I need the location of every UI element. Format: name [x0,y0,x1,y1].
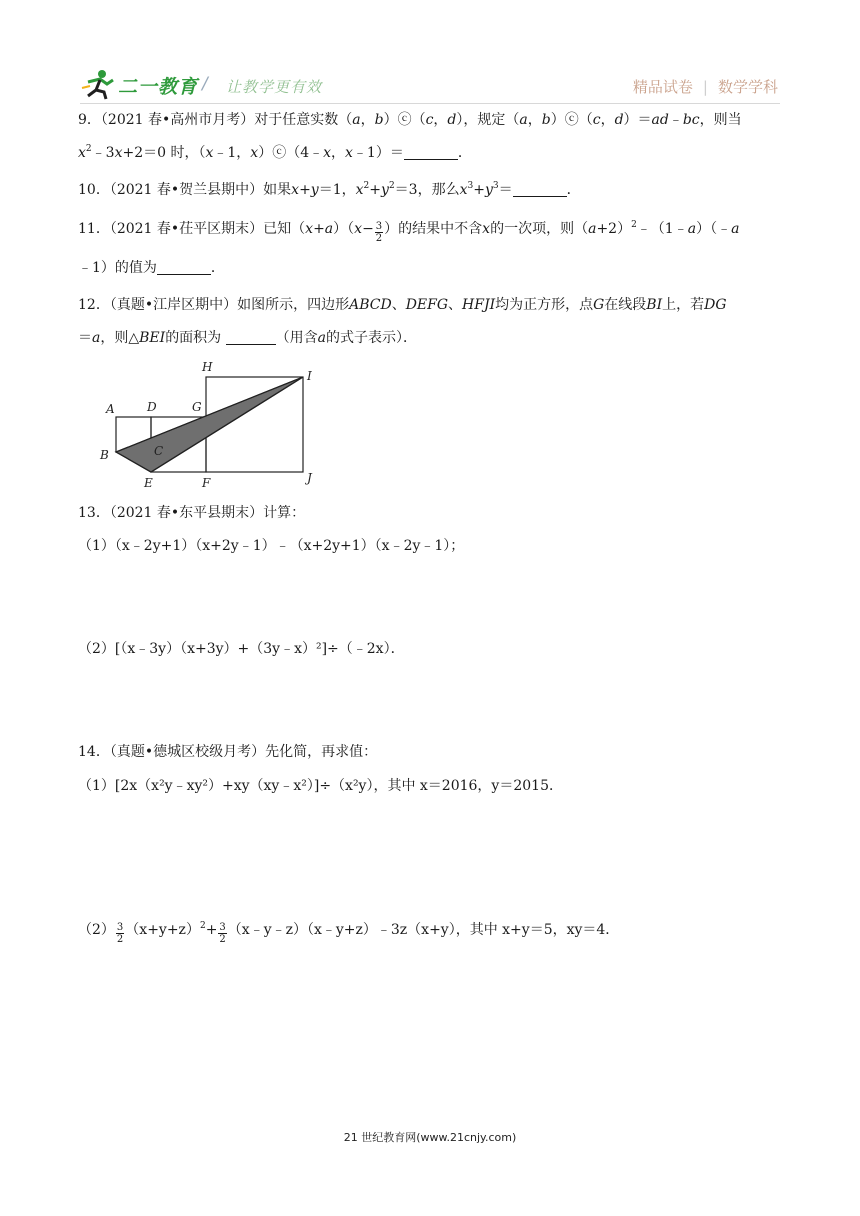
q14-part2: （2） $\frac{3}{2}$ $(x+y+z)^2+$ $\frac{3}{2}$ （x﹣y﹣z）（x﹣y+z）﹣3z（x+y），其中 x+y＝5，xy＝4． [78,921,620,945]
header-tags: 精品试卷 | 数学学科 [632,78,778,96]
fraction: $\frac{3}{2}$ [219,922,226,945]
running-man-icon [80,68,118,100]
q10-line: 10．（2021 春•贺兰县期中）如果x+y＝1，$x^2+y^2=3$，那么$x^3+y^3=$ ． [78,181,581,198]
q14-part1: （1）[2x（x²y﹣xy²）+xy（xy﹣x²）]÷（x²y），其中 x＝2016，y＝2015． [78,778,563,794]
label-b: B [100,448,109,462]
label-e: E [144,476,153,490]
brand-slogan: 让教学更有效 [226,78,323,96]
header-divider [80,103,780,104]
answer-blank[interactable] [513,182,567,197]
label-f: F [202,476,211,490]
q13-part2: （2）[（x﹣3y）（x+3y）+（3y﹣x）²]÷（﹣2x）． [78,641,405,657]
answer-blank[interactable] [226,330,276,345]
brand-divider: / [202,74,208,94]
answer-blank[interactable] [157,260,211,275]
fraction: $\frac{3}{2}$ [375,221,383,244]
label-c: C [154,444,164,458]
geometry-figure [96,355,336,495]
label-a: A [106,402,115,416]
q12-line1: 12．（真题•江岸区期中）如图所示，四边形ABCD、DEFG、HFJI均为正方形，点G在线段BI上，若DG [78,297,727,313]
triangle-bei [116,377,303,472]
fraction: $\frac{3}{2}$ [116,922,124,945]
answer-blank[interactable] [404,145,458,160]
tag-premium: 精品试卷 [632,78,693,96]
tag-subject: 数学学科 [717,78,778,96]
brand-logo [80,68,330,104]
q9-line1: 9．（2021 春•高州市月考）对于任意实数（a，b）ⓒ（c，d），规定（a，b）ⓒ（c，d）＝ad﹣bc，则当 [78,112,742,128]
q14-title: 14．（真题•德城区校级月考）先化简，再求值： [78,744,378,760]
label-g: G [192,400,202,414]
q13-part1: （1）（x﹣2y+1）（x+2y﹣1）﹣（x+2y+1）（x﹣2y﹣1）； [78,538,465,554]
page-footer: 21 世纪教育网(www.21cnjy.com) [343,1131,517,1144]
q11-line2: ﹣1）的值为 ． [78,260,225,276]
q9-line2: $x^2﹣3x+2=0$ 时，（x﹣1，x）ⓒ（4﹣x，x﹣1）＝ ． [78,144,472,161]
label-d: D [147,400,157,414]
label-h: H [202,360,213,374]
label-i: I [307,369,312,383]
q11-line1: 11．（2021 春•茌平区期末）已知（x+a）（x− $\frac{3}{2}$ ）的结果中不含x的一次项，则$(a+2)^2﹣(1﹣a)(﹣a$ [78,220,740,244]
q12-line2: ＝a，则△BEI的面积为 （用含a的式子表示）． [78,330,417,346]
brand-name: 二一教育 [118,76,199,98]
label-j: J [307,471,312,485]
q13-title: 13．（2021 春•东平县期末）计算： [78,505,306,521]
